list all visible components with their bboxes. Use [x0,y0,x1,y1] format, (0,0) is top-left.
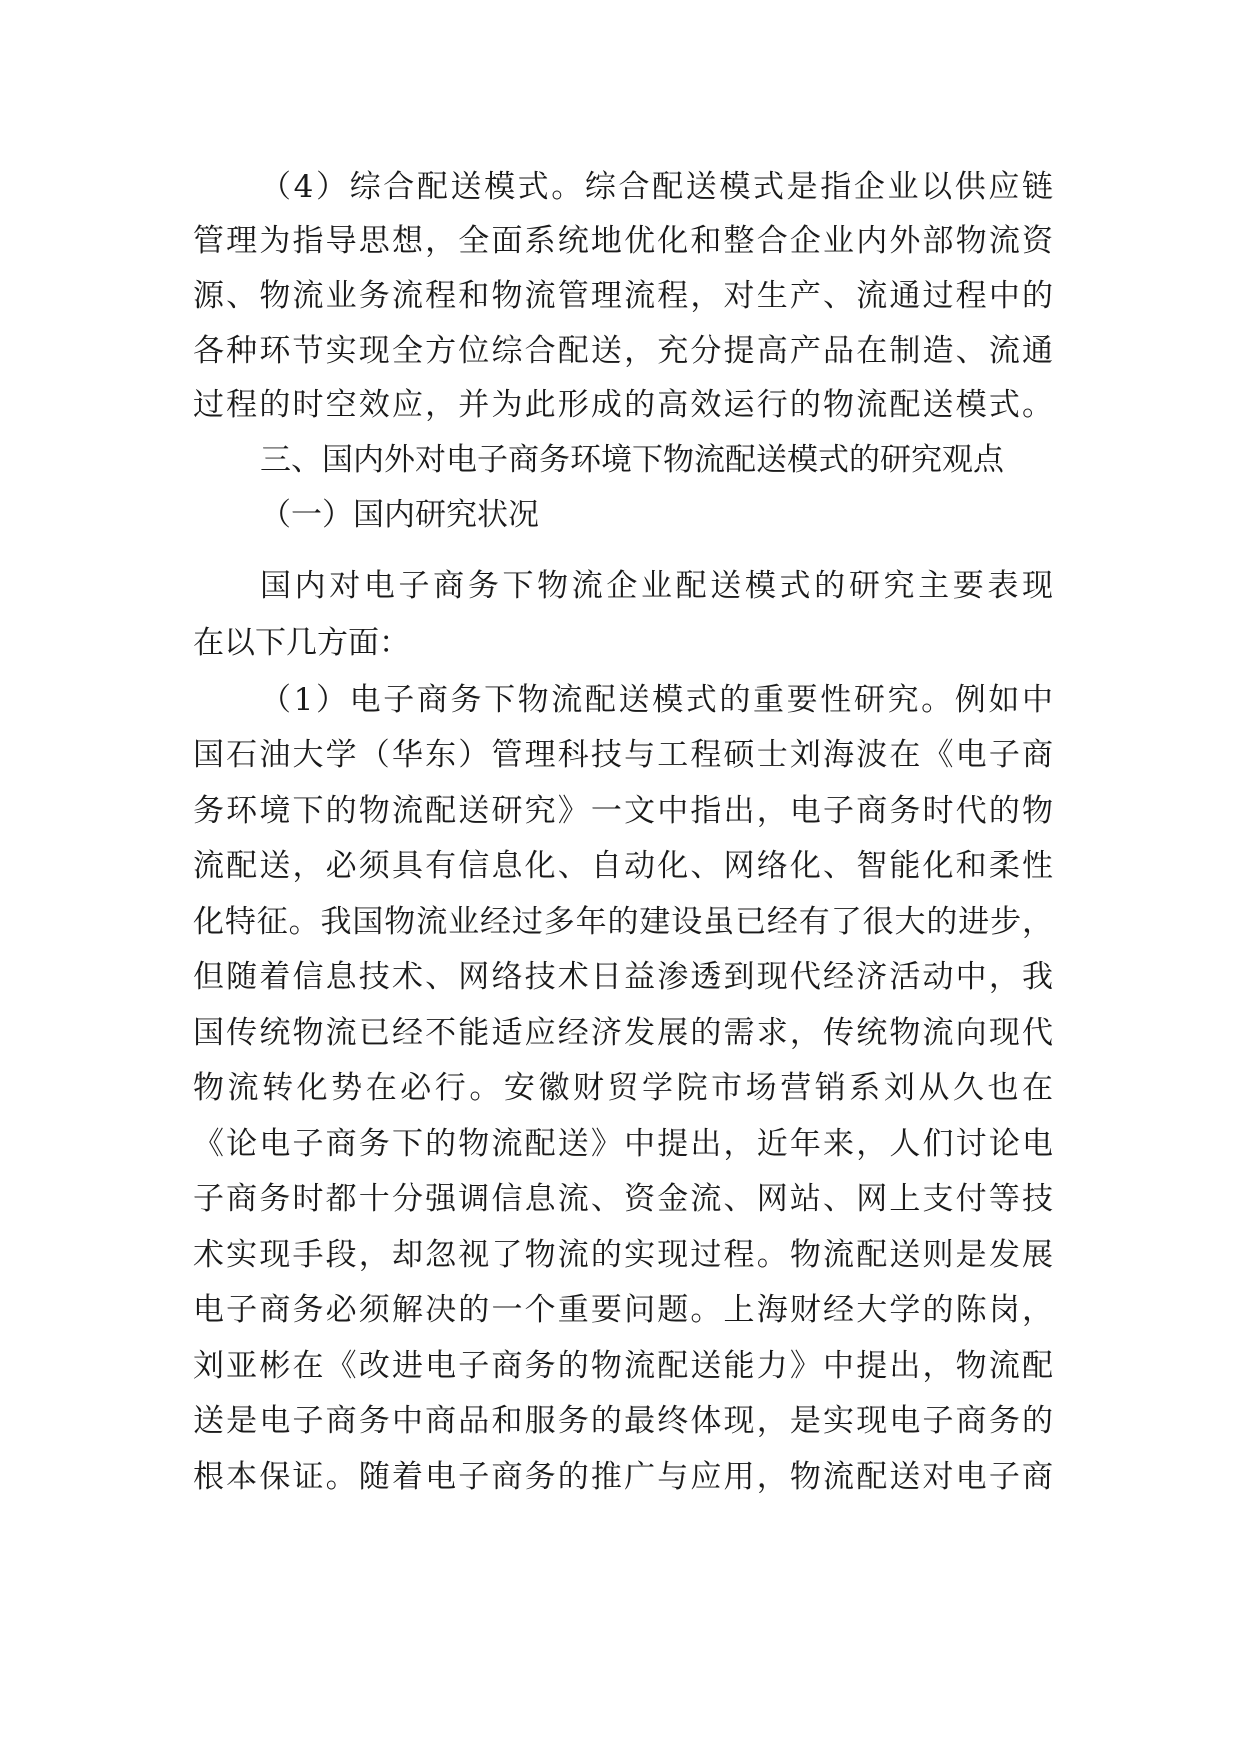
paragraph-line: 送是电子商务中商品和服务的最终体现，是实现电子商务的 [193,1403,1053,1439]
section-heading: 三、国内外对电子商务环境下物流配送模式的研究观点 [260,442,1004,478]
paragraph-line: 管理为指导思想，全面系统地优化和整合企业内外部物流资 [193,223,1053,259]
subsection-heading: （一）国内研究状况 [260,497,539,533]
paragraph-line: 源、物流业务流程和物流管理流程，对生产、流通过程中的 [193,278,1053,314]
paragraph-line: 流配送，必须具有信息化、自动化、网络化、智能化和柔性 [193,848,1053,884]
paragraph-line: （4）综合配送模式。综合配送模式是指企业以供应链 [260,169,1053,205]
paragraph-line: 务环境下的物流配送研究》一文中指出，电子商务时代的物 [193,793,1053,829]
paragraph-line: 刘亚彬在《改进电子商务的物流配送能力》中提出，物流配 [193,1348,1053,1384]
paragraph-line: 根本保证。随着电子商务的推广与应用，物流配送对电子商 [193,1459,1053,1495]
paragraph-line: 子商务时都十分强调信息流、资金流、网站、网上支付等技 [193,1181,1053,1217]
paragraph-line: 电子商务必须解决的一个重要问题。上海财经大学的陈岗， [193,1292,1053,1328]
paragraph-line: （1）电子商务下物流配送模式的重要性研究。例如中 [260,682,1053,718]
paragraph-line: 过程的时空效应，并为此形成的高效运行的物流配送模式。 [193,387,1053,423]
paragraph-line: 国传统物流已经不能适应经济发展的需求，传统物流向现代 [193,1015,1053,1051]
paragraph-line: 化特征。我国物流业经过多年的建设虽已经有了很大的进步， [193,904,1053,940]
paragraph-line: 在以下几方面： [193,625,410,661]
paragraph-line: 国石油大学（华东）管理科技与工程硕士刘海波在《电子商 [193,737,1053,773]
paragraph-line: 但随着信息技术、网络技术日益渗透到现代经济活动中，我 [193,959,1053,995]
paragraph-line: 《论电子商务下的物流配送》中提出，近年来，人们讨论电 [193,1126,1053,1162]
paragraph-line: 国内对电子商务下物流企业配送模式的研究主要表现 [260,568,1053,604]
paragraph-line: 物流转化势在必行。安徽财贸学院市场营销系刘从久也在 [193,1070,1053,1106]
paragraph-line: 各种环节实现全方位综合配送，充分提高产品在制造、流通 [193,333,1053,369]
paragraph-line: 术实现手段，却忽视了物流的实现过程。物流配送则是发展 [193,1237,1053,1273]
